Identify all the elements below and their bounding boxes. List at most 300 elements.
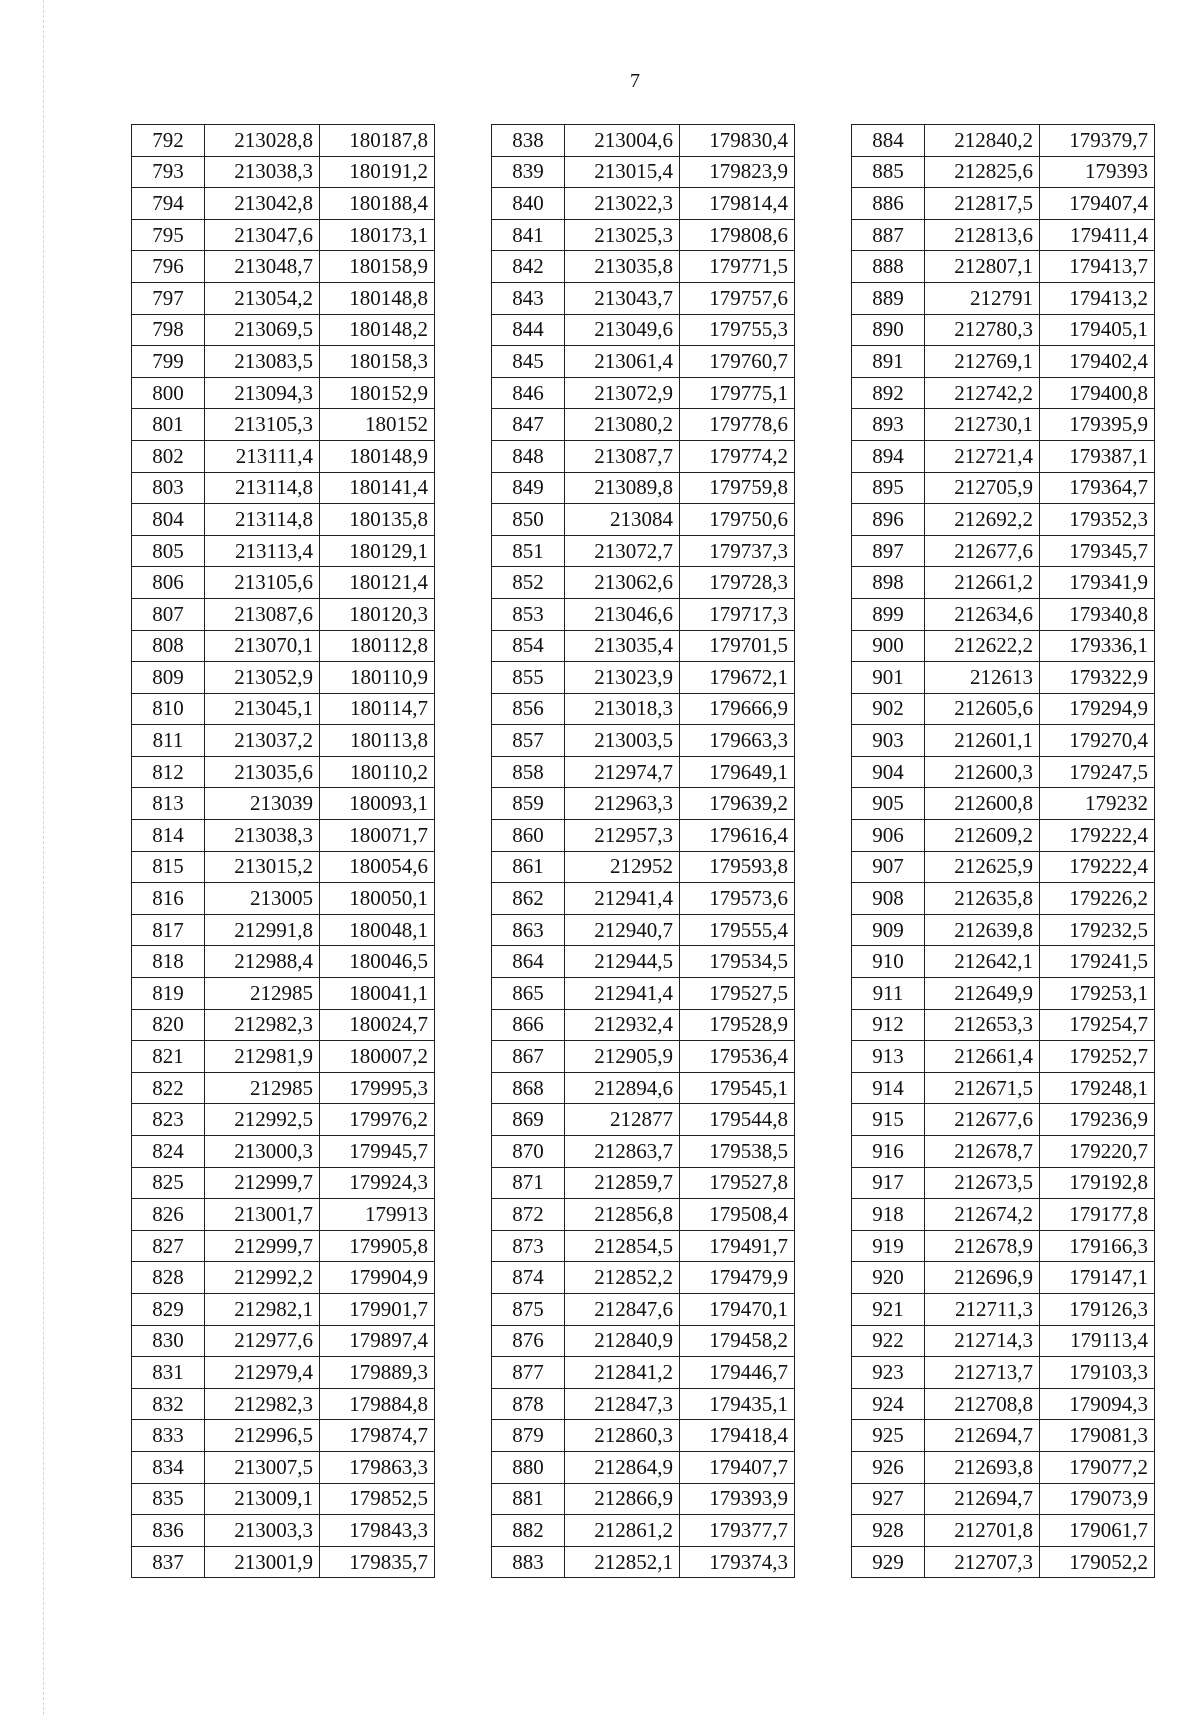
y-coordinate-cell: 180135,8 xyxy=(320,504,435,536)
table-row xyxy=(492,377,795,409)
point-number-cell: 899 xyxy=(852,598,925,630)
table-row xyxy=(492,1230,795,1262)
x-coordinate-cell: 212982,3 xyxy=(205,1009,320,1041)
table-row xyxy=(492,1136,795,1168)
table-row xyxy=(132,1546,435,1578)
point-number-cell: 879 xyxy=(492,1420,565,1452)
table-row xyxy=(852,567,1155,599)
x-coordinate-cell: 213003,3 xyxy=(205,1515,320,1547)
y-coordinate-cell: 179737,3 xyxy=(680,535,795,567)
table-row xyxy=(132,535,435,567)
y-coordinate-cell: 179701,5 xyxy=(680,630,795,662)
table-row xyxy=(492,1420,795,1452)
y-coordinate-cell: 179593,8 xyxy=(680,851,795,883)
y-coordinate-cell: 180113,8 xyxy=(320,725,435,757)
table-row xyxy=(852,535,1155,567)
y-coordinate-cell: 179491,7 xyxy=(680,1230,795,1262)
y-coordinate-cell: 180148,2 xyxy=(320,314,435,346)
point-number-cell: 817 xyxy=(132,914,205,946)
x-coordinate-cell: 213048,7 xyxy=(205,251,320,283)
y-coordinate-cell: 179081,3 xyxy=(1040,1420,1155,1452)
table-row xyxy=(132,1388,435,1420)
y-coordinate-cell: 179341,9 xyxy=(1040,567,1155,599)
point-number-cell: 916 xyxy=(852,1136,925,1168)
x-coordinate-cell: 212905,9 xyxy=(565,1041,680,1073)
y-coordinate-cell: 179760,7 xyxy=(680,346,795,378)
x-coordinate-cell: 212635,8 xyxy=(925,883,1040,915)
y-coordinate-cell: 180188,4 xyxy=(320,188,435,220)
point-number-cell: 897 xyxy=(852,535,925,567)
y-coordinate-cell: 179254,7 xyxy=(1040,1009,1155,1041)
point-number-cell: 807 xyxy=(132,598,205,630)
x-coordinate-cell: 213105,6 xyxy=(205,567,320,599)
x-coordinate-cell: 213070,1 xyxy=(205,630,320,662)
table-row xyxy=(492,725,795,757)
x-coordinate-cell: 213111,4 xyxy=(205,440,320,472)
y-coordinate-cell: 179241,5 xyxy=(1040,946,1155,978)
point-number-cell: 858 xyxy=(492,756,565,788)
x-coordinate-cell: 212791 xyxy=(925,282,1040,314)
table-row xyxy=(492,1009,795,1041)
x-coordinate-cell: 213047,6 xyxy=(205,219,320,251)
table-row xyxy=(852,1483,1155,1515)
x-coordinate-cell: 212625,9 xyxy=(925,851,1040,883)
point-number-cell: 821 xyxy=(132,1041,205,1073)
point-number-cell: 851 xyxy=(492,535,565,567)
point-number-cell: 830 xyxy=(132,1325,205,1357)
table-row xyxy=(132,1262,435,1294)
point-number-cell: 910 xyxy=(852,946,925,978)
x-coordinate-cell: 212856,8 xyxy=(565,1199,680,1231)
table-row xyxy=(492,978,795,1010)
table-row xyxy=(132,314,435,346)
x-coordinate-cell: 213062,6 xyxy=(565,567,680,599)
y-coordinate-cell: 180141,4 xyxy=(320,472,435,504)
point-number-cell: 892 xyxy=(852,377,925,409)
x-coordinate-cell: 212863,7 xyxy=(565,1136,680,1168)
y-coordinate-cell: 179874,7 xyxy=(320,1420,435,1452)
y-coordinate-cell: 179830,4 xyxy=(680,125,795,157)
x-coordinate-cell: 213072,7 xyxy=(565,535,680,567)
x-coordinate-cell: 212813,6 xyxy=(925,219,1040,251)
point-number-cell: 835 xyxy=(132,1483,205,1515)
point-number-cell: 811 xyxy=(132,725,205,757)
table-row xyxy=(852,409,1155,441)
point-number-cell: 888 xyxy=(852,251,925,283)
x-coordinate-cell: 212847,6 xyxy=(565,1293,680,1325)
y-coordinate-cell: 179232,5 xyxy=(1040,914,1155,946)
y-coordinate-cell: 179470,1 xyxy=(680,1293,795,1325)
y-coordinate-cell: 179884,8 xyxy=(320,1388,435,1420)
x-coordinate-cell: 213083,5 xyxy=(205,346,320,378)
point-number-cell: 903 xyxy=(852,725,925,757)
point-number-cell: 802 xyxy=(132,440,205,472)
y-coordinate-cell: 179904,9 xyxy=(320,1262,435,1294)
y-coordinate-cell: 179759,8 xyxy=(680,472,795,504)
x-coordinate-cell: 212860,3 xyxy=(565,1420,680,1452)
y-coordinate-cell: 179924,3 xyxy=(320,1167,435,1199)
x-coordinate-cell: 213046,6 xyxy=(565,598,680,630)
table-row xyxy=(132,851,435,883)
x-coordinate-cell: 213022,3 xyxy=(565,188,680,220)
table-row xyxy=(132,219,435,251)
table-row xyxy=(132,598,435,630)
point-number-cell: 926 xyxy=(852,1451,925,1483)
table-row xyxy=(492,1388,795,1420)
y-coordinate-cell: 180110,9 xyxy=(320,662,435,694)
point-number-cell: 909 xyxy=(852,914,925,946)
point-number-cell: 794 xyxy=(132,188,205,220)
x-coordinate-cell: 213015,4 xyxy=(565,156,680,188)
y-coordinate-cell: 179757,6 xyxy=(680,282,795,314)
y-coordinate-cell: 179411,4 xyxy=(1040,219,1155,251)
point-number-cell: 795 xyxy=(132,219,205,251)
x-coordinate-cell: 212940,7 xyxy=(565,914,680,946)
table-row xyxy=(852,1420,1155,1452)
y-coordinate-cell: 180148,9 xyxy=(320,440,435,472)
point-number-cell: 819 xyxy=(132,978,205,1010)
point-number-cell: 901 xyxy=(852,662,925,694)
x-coordinate-cell: 213045,1 xyxy=(205,693,320,725)
table-row xyxy=(492,851,795,883)
table-row xyxy=(492,1293,795,1325)
x-coordinate-cell: 212807,1 xyxy=(925,251,1040,283)
y-coordinate-cell: 180148,8 xyxy=(320,282,435,314)
x-coordinate-cell: 213037,2 xyxy=(205,725,320,757)
x-coordinate-cell: 213005 xyxy=(205,883,320,915)
table-row xyxy=(852,472,1155,504)
point-number-cell: 801 xyxy=(132,409,205,441)
table-row xyxy=(132,946,435,978)
table-row xyxy=(492,630,795,662)
table-row xyxy=(132,1136,435,1168)
table-row xyxy=(132,1104,435,1136)
y-coordinate-cell: 179976,2 xyxy=(320,1104,435,1136)
x-coordinate-cell: 213000,3 xyxy=(205,1136,320,1168)
y-coordinate-cell: 179814,4 xyxy=(680,188,795,220)
y-coordinate-cell: 179270,4 xyxy=(1040,725,1155,757)
y-coordinate-cell: 179774,2 xyxy=(680,440,795,472)
y-coordinate-cell: 179852,5 xyxy=(320,1483,435,1515)
point-number-cell: 853 xyxy=(492,598,565,630)
y-coordinate-cell: 179322,9 xyxy=(1040,662,1155,694)
table-row xyxy=(132,188,435,220)
x-coordinate-cell: 213038,3 xyxy=(205,156,320,188)
y-coordinate-cell: 179407,4 xyxy=(1040,188,1155,220)
y-coordinate-cell: 179995,3 xyxy=(320,1072,435,1104)
table-row xyxy=(132,409,435,441)
point-number-cell: 927 xyxy=(852,1483,925,1515)
y-coordinate-cell: 179377,7 xyxy=(680,1515,795,1547)
table-row xyxy=(852,1199,1155,1231)
x-coordinate-cell: 212992,2 xyxy=(205,1262,320,1294)
y-coordinate-cell: 179555,4 xyxy=(680,914,795,946)
x-coordinate-cell: 213113,4 xyxy=(205,535,320,567)
x-coordinate-cell: 212605,6 xyxy=(925,693,1040,725)
x-coordinate-cell: 212780,3 xyxy=(925,314,1040,346)
table-row xyxy=(852,914,1155,946)
table-row xyxy=(852,1451,1155,1483)
point-number-cell: 848 xyxy=(492,440,565,472)
point-number-cell: 846 xyxy=(492,377,565,409)
point-number-cell: 920 xyxy=(852,1262,925,1294)
x-coordinate-cell: 212861,2 xyxy=(565,1515,680,1547)
y-coordinate-cell: 179901,7 xyxy=(320,1293,435,1325)
table-row xyxy=(852,756,1155,788)
x-coordinate-cell: 212696,9 xyxy=(925,1262,1040,1294)
point-number-cell: 870 xyxy=(492,1136,565,1168)
point-number-cell: 857 xyxy=(492,725,565,757)
point-number-cell: 796 xyxy=(132,251,205,283)
y-coordinate-cell: 179534,5 xyxy=(680,946,795,978)
point-number-cell: 914 xyxy=(852,1072,925,1104)
y-coordinate-cell: 179666,9 xyxy=(680,693,795,725)
y-coordinate-cell: 179364,7 xyxy=(1040,472,1155,504)
x-coordinate-cell: 212730,1 xyxy=(925,409,1040,441)
y-coordinate-cell: 179527,8 xyxy=(680,1167,795,1199)
y-coordinate-cell: 180158,9 xyxy=(320,251,435,283)
y-coordinate-cell: 180048,1 xyxy=(320,914,435,946)
x-coordinate-cell: 213039 xyxy=(205,788,320,820)
y-coordinate-cell: 179663,3 xyxy=(680,725,795,757)
table-row xyxy=(492,1072,795,1104)
point-number-cell: 840 xyxy=(492,188,565,220)
y-coordinate-cell: 180173,1 xyxy=(320,219,435,251)
point-number-cell: 886 xyxy=(852,188,925,220)
x-coordinate-cell: 212996,5 xyxy=(205,1420,320,1452)
x-coordinate-cell: 212701,8 xyxy=(925,1515,1040,1547)
y-coordinate-cell: 179252,7 xyxy=(1040,1041,1155,1073)
table-row xyxy=(852,1325,1155,1357)
point-number-cell: 890 xyxy=(852,314,925,346)
x-coordinate-cell: 213035,8 xyxy=(565,251,680,283)
y-coordinate-cell: 179616,4 xyxy=(680,820,795,852)
point-number-cell: 887 xyxy=(852,219,925,251)
x-coordinate-cell: 213001,9 xyxy=(205,1546,320,1578)
table-row xyxy=(852,314,1155,346)
x-coordinate-cell: 212649,9 xyxy=(925,978,1040,1010)
table-row xyxy=(132,1293,435,1325)
table-row xyxy=(132,346,435,378)
y-coordinate-cell: 179945,7 xyxy=(320,1136,435,1168)
point-number-cell: 866 xyxy=(492,1009,565,1041)
point-number-cell: 856 xyxy=(492,693,565,725)
table-row xyxy=(492,914,795,946)
y-coordinate-cell: 179458,2 xyxy=(680,1325,795,1357)
coordinates-table-2 xyxy=(491,124,795,1578)
y-coordinate-cell: 179126,3 xyxy=(1040,1293,1155,1325)
y-coordinate-cell: 179544,8 xyxy=(680,1104,795,1136)
x-coordinate-cell: 213049,6 xyxy=(565,314,680,346)
y-coordinate-cell: 179222,4 xyxy=(1040,820,1155,852)
point-number-cell: 839 xyxy=(492,156,565,188)
table-row xyxy=(852,1293,1155,1325)
y-coordinate-cell: 180187,8 xyxy=(320,125,435,157)
x-coordinate-cell: 213087,6 xyxy=(205,598,320,630)
x-coordinate-cell: 212952 xyxy=(565,851,680,883)
point-number-cell: 875 xyxy=(492,1293,565,1325)
table-row xyxy=(492,535,795,567)
y-coordinate-cell: 179538,5 xyxy=(680,1136,795,1168)
x-coordinate-cell: 212622,2 xyxy=(925,630,1040,662)
point-number-cell: 859 xyxy=(492,788,565,820)
table-row xyxy=(132,756,435,788)
point-number-cell: 908 xyxy=(852,883,925,915)
x-coordinate-cell: 213084 xyxy=(565,504,680,536)
y-coordinate-cell: 179649,1 xyxy=(680,756,795,788)
point-number-cell: 805 xyxy=(132,535,205,567)
x-coordinate-cell: 212932,4 xyxy=(565,1009,680,1041)
point-number-cell: 885 xyxy=(852,156,925,188)
table-row xyxy=(132,125,435,157)
point-number-cell: 889 xyxy=(852,282,925,314)
table-row xyxy=(492,282,795,314)
y-coordinate-cell: 179889,3 xyxy=(320,1357,435,1389)
table-row xyxy=(132,251,435,283)
x-coordinate-cell: 212982,3 xyxy=(205,1388,320,1420)
y-coordinate-cell: 179253,1 xyxy=(1040,978,1155,1010)
y-coordinate-cell: 179336,1 xyxy=(1040,630,1155,662)
point-number-cell: 913 xyxy=(852,1041,925,1073)
point-number-cell: 843 xyxy=(492,282,565,314)
x-coordinate-cell: 212866,9 xyxy=(565,1483,680,1515)
table-row xyxy=(492,693,795,725)
x-coordinate-cell: 212742,2 xyxy=(925,377,1040,409)
y-coordinate-cell: 179094,3 xyxy=(1040,1388,1155,1420)
x-coordinate-cell: 212711,3 xyxy=(925,1293,1040,1325)
x-coordinate-cell: 213054,2 xyxy=(205,282,320,314)
x-coordinate-cell: 213087,7 xyxy=(565,440,680,472)
x-coordinate-cell: 212991,8 xyxy=(205,914,320,946)
table-row xyxy=(132,156,435,188)
point-number-cell: 828 xyxy=(132,1262,205,1294)
y-coordinate-cell: 179407,7 xyxy=(680,1451,795,1483)
point-number-cell: 919 xyxy=(852,1230,925,1262)
point-number-cell: 826 xyxy=(132,1199,205,1231)
x-coordinate-cell: 213105,3 xyxy=(205,409,320,441)
y-coordinate-cell: 179863,3 xyxy=(320,1451,435,1483)
x-coordinate-cell: 213094,3 xyxy=(205,377,320,409)
x-coordinate-cell: 212859,7 xyxy=(565,1167,680,1199)
y-coordinate-cell: 179755,3 xyxy=(680,314,795,346)
x-coordinate-cell: 212653,3 xyxy=(925,1009,1040,1041)
table-row xyxy=(492,125,795,157)
y-coordinate-cell: 179536,4 xyxy=(680,1041,795,1073)
point-number-cell: 810 xyxy=(132,693,205,725)
x-coordinate-cell: 212639,8 xyxy=(925,914,1040,946)
table-row xyxy=(492,883,795,915)
x-coordinate-cell: 213025,3 xyxy=(565,219,680,251)
x-coordinate-cell: 212977,6 xyxy=(205,1325,320,1357)
point-number-cell: 798 xyxy=(132,314,205,346)
table-row xyxy=(132,1451,435,1483)
x-coordinate-cell: 212694,7 xyxy=(925,1420,1040,1452)
table-row xyxy=(852,1041,1155,1073)
y-coordinate-cell: 179508,4 xyxy=(680,1199,795,1231)
point-number-cell: 804 xyxy=(132,504,205,536)
y-coordinate-cell: 179177,8 xyxy=(1040,1199,1155,1231)
point-number-cell: 838 xyxy=(492,125,565,157)
x-coordinate-cell: 212634,6 xyxy=(925,598,1040,630)
y-coordinate-cell: 180158,3 xyxy=(320,346,435,378)
x-coordinate-cell: 212840,9 xyxy=(565,1325,680,1357)
table-row xyxy=(492,1515,795,1547)
table-row xyxy=(852,1136,1155,1168)
x-coordinate-cell: 212707,3 xyxy=(925,1546,1040,1578)
point-number-cell: 883 xyxy=(492,1546,565,1578)
x-coordinate-cell: 213089,8 xyxy=(565,472,680,504)
x-coordinate-cell: 213023,9 xyxy=(565,662,680,694)
point-number-cell: 860 xyxy=(492,820,565,852)
y-coordinate-cell: 180152,9 xyxy=(320,377,435,409)
y-coordinate-cell: 179905,8 xyxy=(320,1230,435,1262)
table-row xyxy=(852,788,1155,820)
table-row xyxy=(132,914,435,946)
y-coordinate-cell: 180191,2 xyxy=(320,156,435,188)
y-coordinate-cell: 179527,5 xyxy=(680,978,795,1010)
point-number-cell: 800 xyxy=(132,377,205,409)
point-number-cell: 818 xyxy=(132,946,205,978)
x-coordinate-cell: 212992,5 xyxy=(205,1104,320,1136)
point-number-cell: 837 xyxy=(132,1546,205,1578)
table-row xyxy=(492,1262,795,1294)
y-coordinate-cell: 179294,9 xyxy=(1040,693,1155,725)
table-row xyxy=(492,1041,795,1073)
y-coordinate-cell: 179808,6 xyxy=(680,219,795,251)
y-coordinate-cell: 179775,1 xyxy=(680,377,795,409)
point-number-cell: 877 xyxy=(492,1357,565,1389)
table-row xyxy=(132,1167,435,1199)
x-coordinate-cell: 213114,8 xyxy=(205,504,320,536)
x-coordinate-cell: 212999,7 xyxy=(205,1230,320,1262)
table-row xyxy=(132,662,435,694)
y-coordinate-cell: 180054,6 xyxy=(320,851,435,883)
point-number-cell: 878 xyxy=(492,1388,565,1420)
point-number-cell: 845 xyxy=(492,346,565,378)
point-number-cell: 827 xyxy=(132,1230,205,1262)
y-coordinate-cell: 179400,8 xyxy=(1040,377,1155,409)
y-coordinate-cell: 179672,1 xyxy=(680,662,795,694)
point-number-cell: 813 xyxy=(132,788,205,820)
table-row xyxy=(492,567,795,599)
y-coordinate-cell: 179528,9 xyxy=(680,1009,795,1041)
table-row xyxy=(492,1167,795,1199)
point-number-cell: 854 xyxy=(492,630,565,662)
point-number-cell: 825 xyxy=(132,1167,205,1199)
y-coordinate-cell: 180114,7 xyxy=(320,693,435,725)
x-coordinate-cell: 212941,4 xyxy=(565,883,680,915)
table-row xyxy=(132,1072,435,1104)
table-row xyxy=(492,1483,795,1515)
table-row xyxy=(852,851,1155,883)
point-number-cell: 871 xyxy=(492,1167,565,1199)
point-number-cell: 793 xyxy=(132,156,205,188)
x-coordinate-cell: 212841,2 xyxy=(565,1357,680,1389)
table-row xyxy=(852,598,1155,630)
y-coordinate-cell: 179247,5 xyxy=(1040,756,1155,788)
y-coordinate-cell: 180110,2 xyxy=(320,756,435,788)
table-row xyxy=(492,1546,795,1578)
x-coordinate-cell: 212963,3 xyxy=(565,788,680,820)
x-coordinate-cell: 213114,8 xyxy=(205,472,320,504)
table-row xyxy=(132,1483,435,1515)
point-number-cell: 873 xyxy=(492,1230,565,1262)
y-coordinate-cell: 179374,3 xyxy=(680,1546,795,1578)
x-coordinate-cell: 212877 xyxy=(565,1104,680,1136)
table-row xyxy=(132,1420,435,1452)
point-number-cell: 869 xyxy=(492,1104,565,1136)
x-coordinate-cell: 212713,7 xyxy=(925,1357,1040,1389)
